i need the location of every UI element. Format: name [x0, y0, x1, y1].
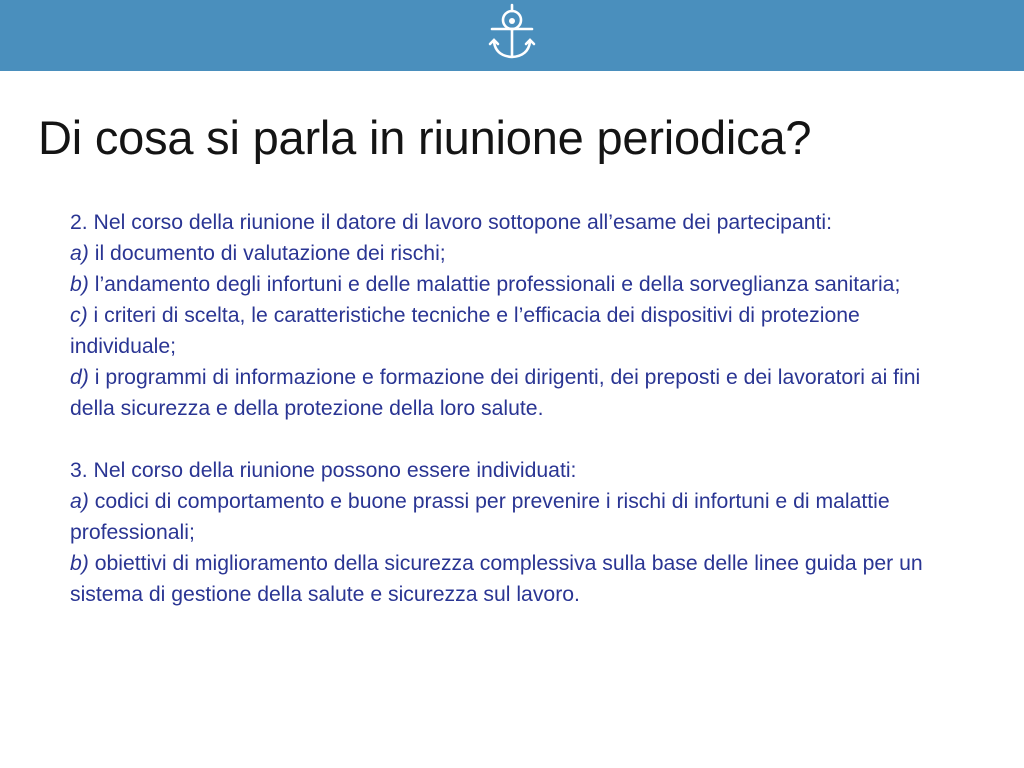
item-text: i programmi di informazione e formazione dei dirigenti, dei preposti e dei lavoratori ai fini della sicurezza e della protezione della loro salute.: [70, 366, 921, 420]
item-letter: a): [70, 490, 89, 513]
list-item: [70, 486, 970, 548]
item-text: il documento di valutazione dei rischi;: [88, 242, 446, 265]
slide-body: [70, 207, 970, 610]
section-2-intro: 2. Nel corso della riunione il datore di lavoro sottopone all’esame dei partecipanti:: [70, 211, 833, 234]
item-text: obiettivi di miglioramento della sicurezza complessiva sulla base delle linee guida per un sistema di gestione della salute e sicurezza sul lavoro.: [70, 552, 923, 606]
list-item: [70, 362, 970, 424]
slide-title: Di cosa si parla in riunione periodica?: [38, 111, 812, 164]
item-letter: b): [70, 273, 89, 296]
item-letter: d): [70, 366, 89, 389]
item-letter: c): [70, 304, 88, 327]
section-3-intro: 3. Nel corso della riunione possono essere individuati:: [70, 459, 577, 482]
list-item: [70, 300, 970, 362]
anchor-icon: [486, 2, 538, 62]
item-letter: b): [70, 552, 89, 575]
header-band: [0, 0, 1024, 71]
list-item: [70, 548, 970, 610]
paragraph-gap: [70, 424, 970, 455]
list-item: [70, 269, 970, 300]
item-text: l’andamento degli infortuni e delle malattie professionali e della sorveglianza sanitaria;: [88, 273, 901, 296]
item-text: codici di comportamento e buone prassi per prevenire i rischi di infortuni e di malattie professionali;: [70, 490, 890, 544]
item-letter: a): [70, 242, 89, 265]
item-text: i criteri di scelta, le caratteristiche tecniche e l’efficacia dei dispositivi di protezione individuale;: [70, 304, 860, 358]
list-item: [70, 238, 970, 269]
